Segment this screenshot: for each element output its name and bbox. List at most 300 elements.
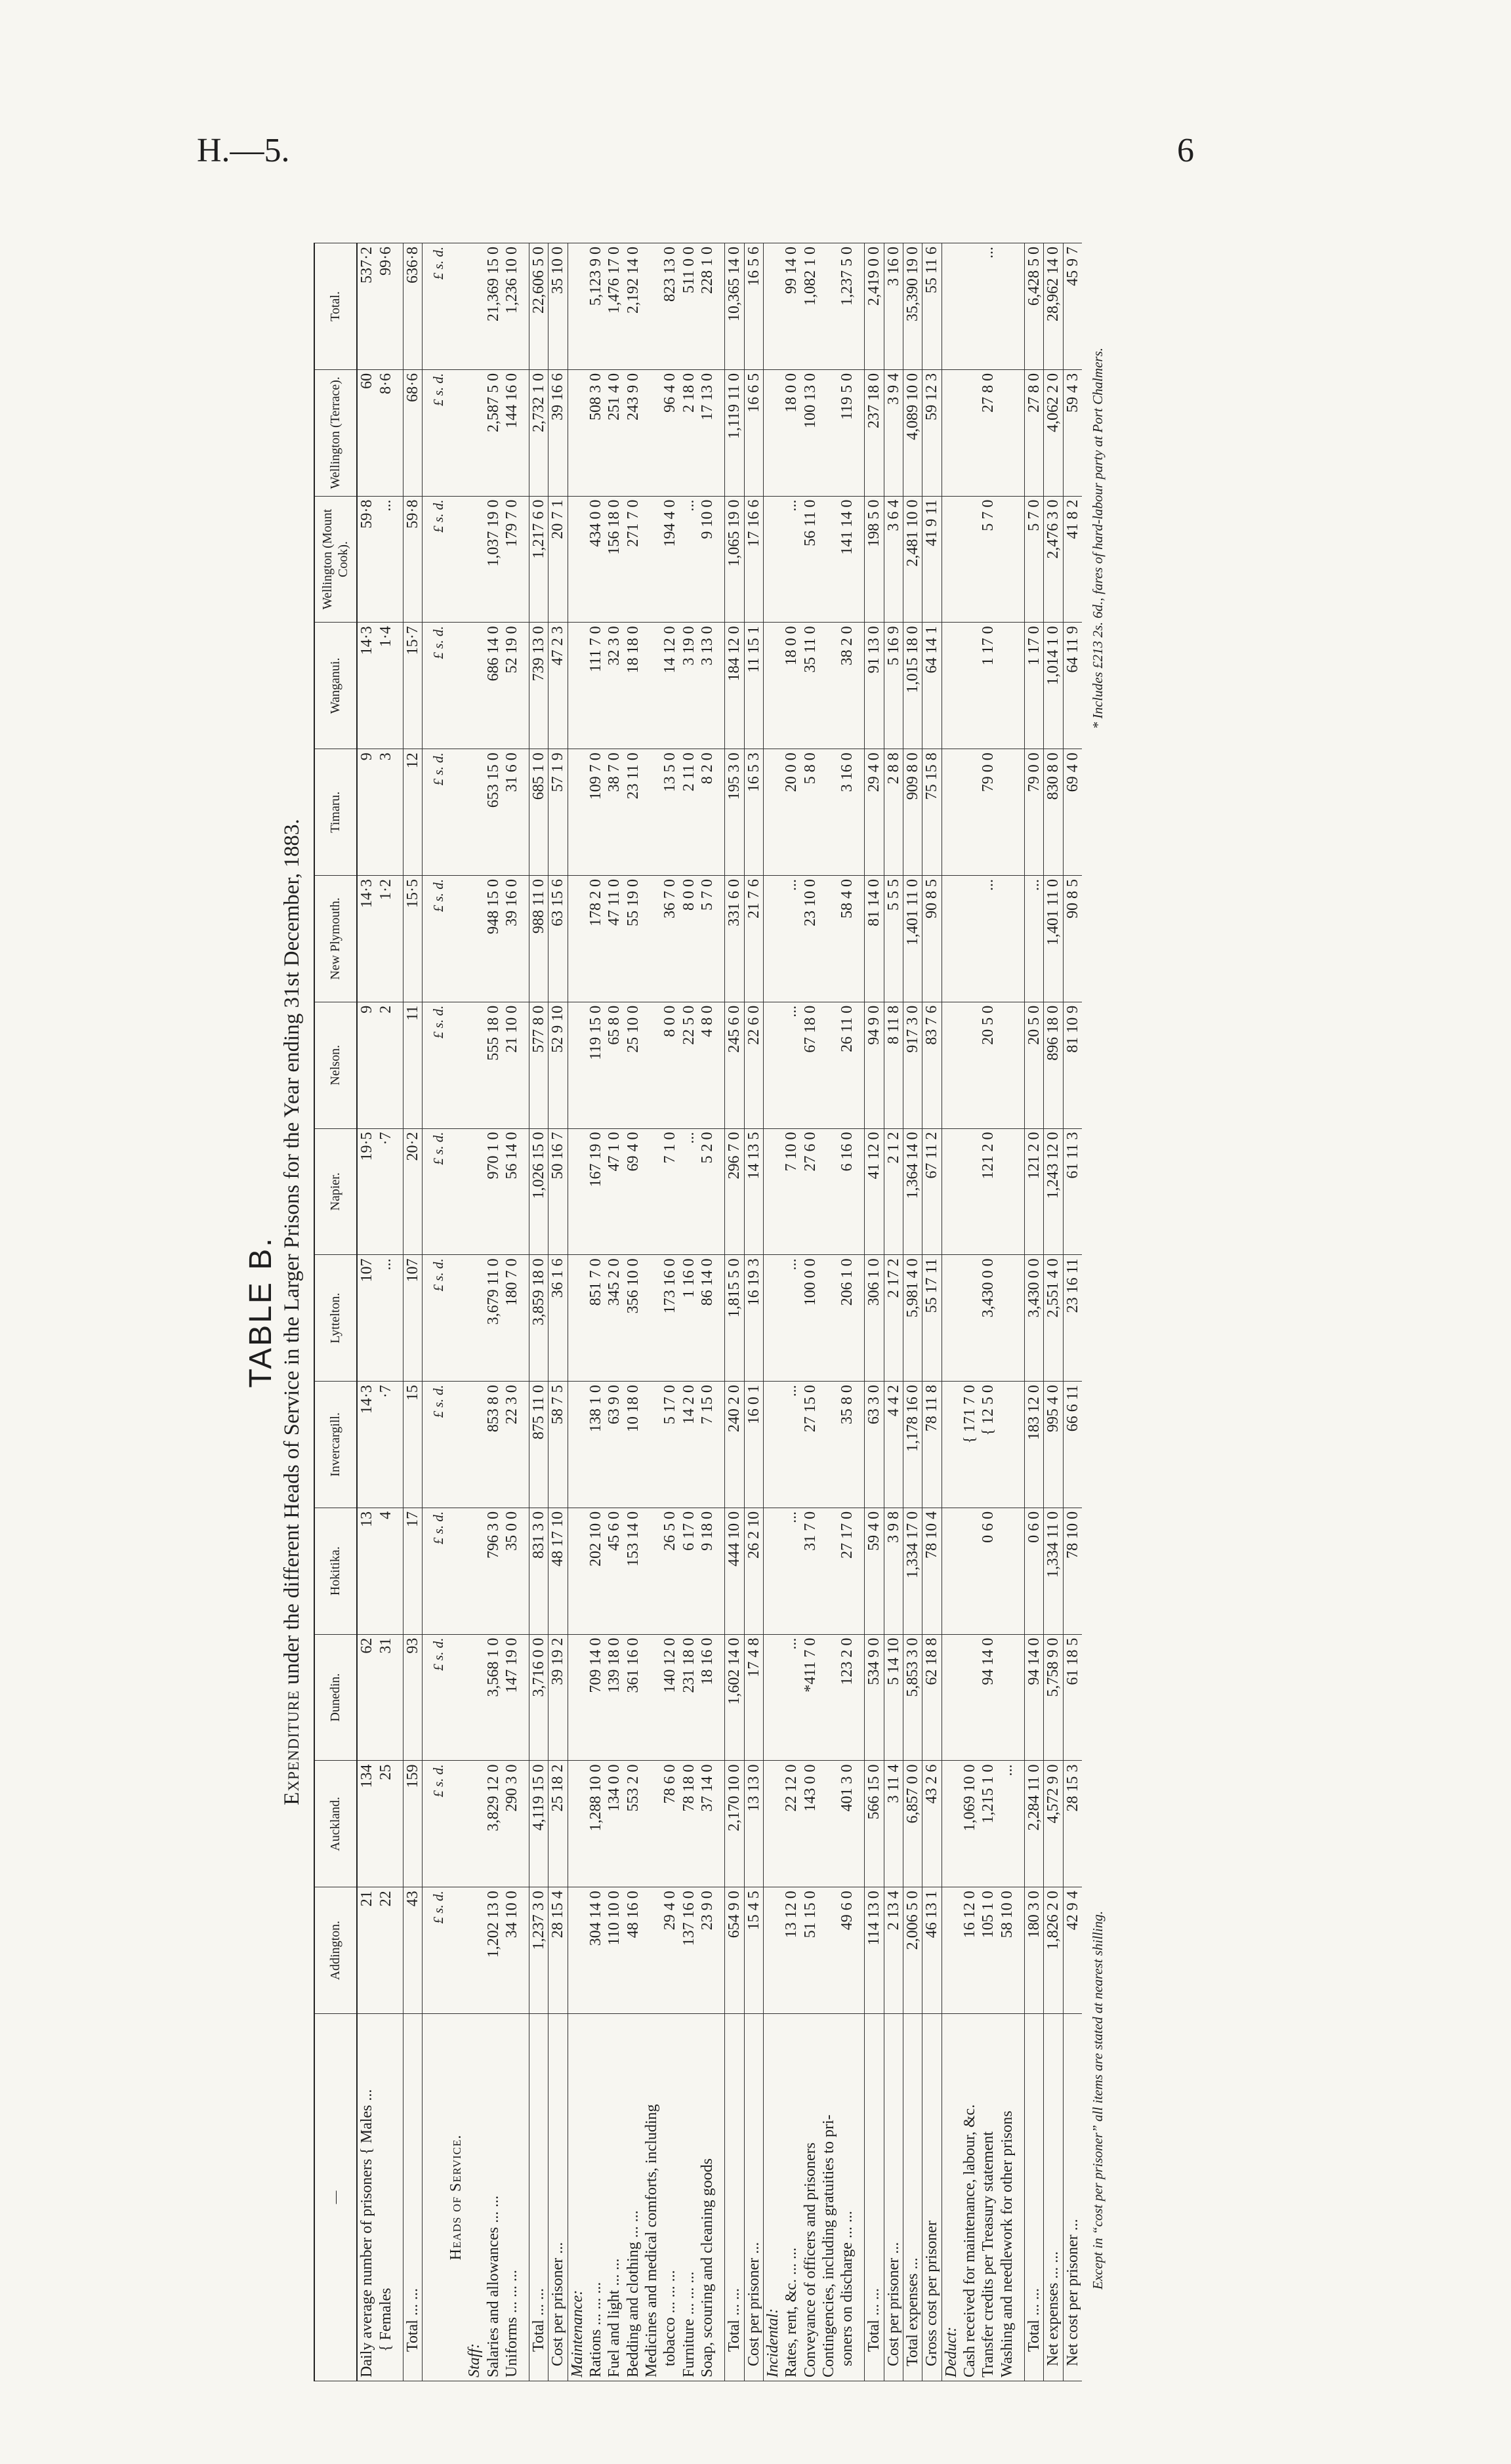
table-cell: 243 9 0 <box>624 369 642 496</box>
table-cell: 5 5 5 <box>884 875 903 1002</box>
table-cell: 4 <box>377 1508 395 1634</box>
table-cell: 55 19 0 <box>624 875 642 1002</box>
table-cell: 851 7 0 <box>587 1255 605 1382</box>
column-header: Addington. <box>314 1887 357 2014</box>
table-cell <box>819 1255 838 1382</box>
table-cell: 8·6 <box>377 369 395 496</box>
table-cell <box>819 875 838 1002</box>
table-cell: 331 6 0 <box>725 875 744 1002</box>
table-cell: 78 10 4 <box>922 1508 942 1634</box>
table-row <box>549 243 568 2381</box>
table-cell: 534 9 0 <box>865 1634 884 1761</box>
table-cell: 67 18 0 <box>801 1002 819 1128</box>
table-cell <box>642 1382 661 1508</box>
table-cell: ... <box>1024 875 1043 1002</box>
table-cell <box>998 875 1016 1002</box>
table-cell: 156 18 0 <box>605 496 623 623</box>
table-cell: 3 9 8 <box>884 1508 903 1634</box>
table-cell: 31 6 0 <box>503 749 521 876</box>
table-cell: 94 14 0 <box>979 1634 997 1761</box>
table-cell <box>998 623 1016 749</box>
table-cell: 46 13 1 <box>922 1887 942 2014</box>
table-cell: ... <box>680 1128 698 1255</box>
table-cell: 1,202 13 0 <box>484 1887 503 2014</box>
table-cell: 1,826 2 0 <box>1044 1887 1063 2014</box>
row-label: Total ... ... <box>725 2014 744 2381</box>
table-cell: 47 2 3 <box>549 623 568 749</box>
table-cell: 109 7 0 <box>587 749 605 876</box>
table-cell: 15 <box>403 1382 422 1508</box>
table-row <box>680 243 698 2381</box>
table-cell: 45 9 7 <box>1063 243 1082 370</box>
table-cell: ... <box>782 1382 800 1508</box>
table-cell: 58 7 5 <box>549 1382 568 1508</box>
footnote-left: Except in “cost per prisoner” all items are stated at nearest shilling. <box>1089 1910 1106 2289</box>
table-cell <box>998 1002 1016 1128</box>
table-cell: 194 4 0 <box>661 496 679 623</box>
table-cell: 4,119 15 0 <box>529 1761 549 1887</box>
table-cell: 41 9 11 <box>922 496 942 623</box>
table-cell: 139 18 0 <box>605 1634 623 1761</box>
table-cell: 444 10 0 <box>725 1508 744 1634</box>
table-cell: 198 5 0 <box>865 496 884 623</box>
currency-unit: £ s. d. <box>430 1128 447 1255</box>
table-cell: ... <box>782 875 800 1002</box>
row-label: Cost per prisoner ... <box>549 2014 568 2381</box>
table-cell: 654 9 0 <box>725 1887 744 2014</box>
table-cell: 110 10 0 <box>605 1887 623 2014</box>
table-cell: 23 16 11 <box>1063 1255 1082 1382</box>
table-cell: 1,334 11 0 <box>1044 1508 1063 1634</box>
table-cell <box>961 1508 979 1634</box>
table-cell: 4,062 2 0 <box>1044 369 1063 496</box>
table-cell: 52 19 0 <box>503 623 521 749</box>
table-cell: 2 11 0 <box>680 749 698 876</box>
table-cell: 37 14 0 <box>698 1761 716 1887</box>
table-cell: 304 14 0 <box>587 1887 605 2014</box>
table-cell: 63 9 0 <box>605 1382 623 1508</box>
table-row <box>744 243 763 2381</box>
table-cell: 119 5 0 <box>838 369 856 496</box>
table-cell: 61 11 3 <box>1063 1128 1082 1255</box>
row-label: Total ... ... <box>1024 2014 1043 2381</box>
table-cell: 11 <box>403 1002 422 1128</box>
table-cell: ... <box>998 1761 1016 1887</box>
table-cell: 2,476 3 0 <box>1044 496 1063 623</box>
row-label: Cost per prisoner ... <box>744 2014 763 2381</box>
currency-unit: £ s. d. <box>430 1634 447 1761</box>
table-cell: ... <box>979 243 997 370</box>
table-cell: 11 15 1 <box>744 623 763 749</box>
currency-unit: £ s. d. <box>430 496 447 623</box>
row-label: Net cost per prisoner ... <box>1063 2014 1082 2381</box>
section-label: Incidental: <box>763 2014 782 2381</box>
table-cell: 35,390 19 0 <box>903 243 922 370</box>
expenditure-table <box>314 243 1082 2381</box>
table-cell: 81 10 9 <box>1063 1002 1082 1128</box>
table-cell: 237 18 0 <box>865 369 884 496</box>
table-cell: 555 18 0 <box>484 1002 503 1128</box>
table-cell: 78 18 0 <box>680 1761 698 1887</box>
table-cell: 16 5 3 <box>744 749 763 876</box>
table-cell: 5 14 10 <box>884 1634 903 1761</box>
row-label: Soap, scouring and cleaning goods <box>698 2014 716 2381</box>
table-cell: 2,551 4 0 <box>1044 1255 1063 1382</box>
table-cell: 5 7 0 <box>979 496 997 623</box>
table-cell: 41 8 2 <box>1063 496 1082 623</box>
table-cell: 909 8 0 <box>903 749 922 876</box>
table-cell: 153 14 0 <box>624 1508 642 1634</box>
table-cell: 653 15 0 <box>484 749 503 876</box>
table-cell: 14·3 <box>357 623 376 749</box>
table-cell: 553 2 0 <box>624 1761 642 1887</box>
table-cell: 3 11 4 <box>884 1761 903 1887</box>
currency-unit: £ s. d. <box>430 1255 447 1382</box>
table-cell: 48 17 10 <box>549 1508 568 1634</box>
table-cell <box>998 1508 1016 1634</box>
table-cell <box>642 875 661 1002</box>
currency-unit-row <box>430 243 447 2381</box>
currency-unit: £ s. d. <box>430 875 447 1002</box>
currency-unit: £ s. d. <box>430 1887 447 2014</box>
table-row <box>605 243 623 2381</box>
table-cell: 18 18 0 <box>624 623 642 749</box>
table-cell <box>819 1508 838 1634</box>
currency-unit: £ s. d. <box>430 749 447 876</box>
table-cell: 69 4 0 <box>624 1128 642 1255</box>
table-cell: 90 8 5 <box>1063 875 1082 1002</box>
table-cell: 22 12 0 <box>782 1761 800 1887</box>
table-cell: 16 19 3 <box>744 1255 763 1382</box>
table-cell: 3,859 18 0 <box>529 1255 549 1382</box>
table-cell: 1,026 15 0 <box>529 1128 549 1255</box>
table-cell: 7 15 0 <box>698 1382 716 1508</box>
table-cell: 13 5 0 <box>661 749 679 876</box>
table-cell: 39 16 6 <box>549 369 568 496</box>
table-cell: 23 9 0 <box>698 1887 716 2014</box>
table-cell: 2,170 10 0 <box>725 1761 744 1887</box>
table-row <box>838 243 856 2381</box>
table-cell: 55 11 6 <box>922 243 942 370</box>
table-title: TABLE B. <box>243 1236 278 1388</box>
table-cell: 167 19 0 <box>587 1128 605 1255</box>
table-cell: 57 1 9 <box>549 749 568 876</box>
table-cell: 27 8 0 <box>1024 369 1043 496</box>
currency-unit: £ s. d. <box>430 243 447 370</box>
table-cell <box>998 496 1016 623</box>
table-cell: 67 11 2 <box>922 1128 942 1255</box>
table-cell: 8 0 0 <box>661 1002 679 1128</box>
table-cell: 22 6 0 <box>744 1002 763 1128</box>
table-cell: 3 16 0 <box>838 749 856 876</box>
table-cell: 8 0 0 <box>680 875 698 1002</box>
rotated-table-area <box>243 243 1293 2381</box>
table-cell <box>819 1761 838 1887</box>
table-cell <box>819 749 838 876</box>
section-row <box>568 243 587 2381</box>
table-cell: 121 2 0 <box>979 1128 997 1255</box>
table-cell: 47 1 0 <box>605 1128 623 1255</box>
table-cell <box>961 1128 979 1255</box>
row-label: Cash received for maintenance, labour, &c. <box>961 2014 979 2381</box>
table-row <box>725 243 744 2381</box>
table-cell: 508 3 0 <box>587 369 605 496</box>
column-header: Total. <box>314 243 357 370</box>
table-cell: ·7 <box>377 1128 395 1255</box>
currency-unit: £ s. d. <box>430 1002 447 1128</box>
footnote-right: * Includes £213 2s. 6d., fares of hard-labour party at Port Chalmers. <box>1089 348 1106 729</box>
table-cell <box>998 243 1016 370</box>
table-cell: 27 6 0 <box>801 1128 819 1255</box>
table-cell: 853 8 0 <box>484 1382 503 1508</box>
page-number: 6 <box>1177 132 1194 169</box>
column-header: Napier. <box>314 1128 357 1255</box>
table-cell: 1,015 18 0 <box>903 623 922 749</box>
column-header: New Plymouth. <box>314 875 357 1002</box>
table-cell: 90 8 5 <box>922 875 942 1002</box>
table-cell: 39 16 0 <box>503 875 521 1002</box>
table-cell: 3,716 0 0 <box>529 1634 549 1761</box>
table-cell: *411 7 0 <box>801 1634 819 1761</box>
column-header: Wellington (Terrace). <box>314 369 357 496</box>
table-cell: 27 17 0 <box>838 1508 856 1634</box>
table-cell: 228 1 0 <box>698 243 716 370</box>
table-cell: 1,082 1 0 <box>801 243 819 370</box>
table-cell: ... <box>782 496 800 623</box>
table-cell: 1,069 10 0 <box>961 1761 979 1887</box>
table-cell: 32 3 0 <box>605 623 623 749</box>
table-cell: 1,237 5 0 <box>838 243 856 370</box>
table-cell: 17 <box>403 1508 422 1634</box>
table-cell: 83 7 6 <box>922 1002 942 1128</box>
table-cell: 13 <box>357 1508 376 1634</box>
table-cell: 105 1 0 <box>979 1887 997 2014</box>
currency-unit: £ s. d. <box>430 1508 447 1634</box>
table-body <box>357 243 1082 2381</box>
table-cell: 8 2 0 <box>698 749 716 876</box>
table-cell: 140 12 0 <box>661 1634 679 1761</box>
row-label: { Females <box>377 2014 395 2381</box>
table-cell: 4,572 9 0 <box>1044 1761 1063 1887</box>
column-header: Invercargill. <box>314 1382 357 1508</box>
table-cell <box>998 1128 1016 1255</box>
table-cell: 173 16 0 <box>661 1255 679 1382</box>
table-cell: 123 2 0 <box>838 1634 856 1761</box>
section-label: Maintenance: <box>568 2014 587 2381</box>
table-row <box>357 243 376 2381</box>
column-header: Dunedin. <box>314 1634 357 1761</box>
table-cell: 6 16 0 <box>838 1128 856 1255</box>
table-cell: 245 6 0 <box>725 1002 744 1128</box>
table-cell: 361 16 0 <box>624 1634 642 1761</box>
table-cell: 59·8 <box>357 496 376 623</box>
table-cell: { 171 7 0 <box>961 1382 979 1508</box>
table-cell: 1,476 17 0 <box>605 243 623 370</box>
table-row <box>903 243 922 2381</box>
table-cell: 17 16 6 <box>744 496 763 623</box>
table-cell: 41 12 0 <box>865 1128 884 1255</box>
table-cell: 42 9 4 <box>1063 1887 1082 2014</box>
table-row <box>587 243 605 2381</box>
table-cell: 180 7 0 <box>503 1255 521 1382</box>
table-cell: 1·4 <box>377 623 395 749</box>
table-cell: 26 2 10 <box>744 1508 763 1634</box>
table-cell: 1,119 11 0 <box>725 369 744 496</box>
table-cell: 119 15 0 <box>587 1002 605 1128</box>
column-header: Auckland. <box>314 1761 357 1887</box>
table-cell: 7 10 0 <box>782 1128 800 1255</box>
page-header <box>197 131 1220 170</box>
row-label: Net expenses ... ... <box>1044 2014 1063 2381</box>
table-cell <box>642 749 661 876</box>
table-cell: 28 15 3 <box>1063 1761 1082 1887</box>
currency-unit: £ s. d. <box>430 1382 447 1508</box>
table-cell: 240 2 0 <box>725 1382 744 1508</box>
table-cell: 147 19 0 <box>503 1634 521 1761</box>
table-cell: 1,215 1 0 <box>979 1761 997 1887</box>
table-cell: 100 0 0 <box>801 1255 819 1382</box>
table-cell: 4,089 10 0 <box>903 369 922 496</box>
table-cell: 831 3 0 <box>529 1508 549 1634</box>
row-label: Total ... ... <box>865 2014 884 2381</box>
table-cell: 28 15 4 <box>549 1887 568 2014</box>
table-cell <box>961 243 979 370</box>
table-cell: 38 7 0 <box>605 749 623 876</box>
subtitle-rest: under the different Heads of Service in the Larger Prisons for the Year ending 31st December, 1883. <box>280 819 304 1691</box>
table-cell: ... <box>680 496 698 623</box>
table-cell: 5 7 0 <box>698 875 716 1002</box>
table-cell: 107 <box>403 1255 422 1382</box>
table-cell <box>961 1002 979 1128</box>
table-cell: 6 17 0 <box>680 1508 698 1634</box>
table-cell: 2 <box>377 1002 395 1128</box>
table-cell: 36 7 0 <box>661 875 679 1002</box>
table-cell: 23 10 0 <box>801 875 819 1002</box>
table-cell: 144 16 0 <box>503 369 521 496</box>
table-cell: 1,014 1 0 <box>1044 623 1063 749</box>
table-cell: 20 5 0 <box>979 1002 997 1128</box>
table-cell: 2,192 14 0 <box>624 243 642 370</box>
table-cell: 43 2 6 <box>922 1761 942 1887</box>
table-cell: ... <box>377 496 395 623</box>
table-cell: 5,758 9 0 <box>1044 1634 1063 1761</box>
table-cell: 27 15 0 <box>801 1382 819 1508</box>
row-label: Rations ... ... ... <box>587 2014 605 2381</box>
table-cell <box>961 749 979 876</box>
table-cell: 2,284 11 0 <box>1024 1761 1043 1887</box>
table-cell: 25 10 0 <box>624 1002 642 1128</box>
table-cell: 251 4 0 <box>605 369 623 496</box>
row-label: Cost per prisoner ... <box>884 2014 903 2381</box>
table-row <box>698 243 716 2381</box>
table-cell <box>998 1255 1016 1382</box>
table-cell: 62 <box>357 1634 376 1761</box>
table-cell: ·7 <box>377 1382 395 1508</box>
table-cell: 1,288 10 0 <box>587 1761 605 1887</box>
table-cell: 1 17 0 <box>979 623 997 749</box>
table-cell: 14 12 0 <box>661 623 679 749</box>
table-cell <box>642 1634 661 1761</box>
table-cell: 686 14 0 <box>484 623 503 749</box>
table-cell: ... <box>782 1634 800 1761</box>
table-cell: 51 15 0 <box>801 1887 819 2014</box>
table-cell: 2 18 0 <box>680 369 698 496</box>
table-cell <box>998 369 1016 496</box>
table-row <box>922 243 942 2381</box>
table-cell <box>642 369 661 496</box>
table-cell: 9 <box>357 749 376 876</box>
table-cell: 12 <box>403 749 422 876</box>
table-cell <box>961 369 979 496</box>
table-cell: 20 7 1 <box>549 496 568 623</box>
table-cell: 69 4 0 <box>1063 749 1082 876</box>
table-cell: 35 8 0 <box>838 1382 856 1508</box>
table-cell <box>819 1002 838 1128</box>
table-cell: 35 0 0 <box>503 1508 521 1634</box>
table-cell: 183 12 0 <box>1024 1382 1043 1508</box>
table-cell: 99·6 <box>377 243 395 370</box>
table-row <box>865 243 884 2381</box>
table-cell: 2 1 2 <box>884 1128 903 1255</box>
table-cell: 206 1 0 <box>838 1255 856 1382</box>
row-label: Uniforms ... ... ... <box>503 2014 521 2381</box>
table-cell: 93 <box>403 1634 422 1761</box>
table-cell: 94 14 0 <box>1024 1634 1043 1761</box>
column-header: Nelson. <box>314 1002 357 1128</box>
table-cell: 111 7 0 <box>587 623 605 749</box>
footnotes <box>1090 243 1106 2381</box>
table-cell: 141 14 0 <box>838 496 856 623</box>
table-cell: 21,369 15 0 <box>484 243 503 370</box>
table-cell: 14·3 <box>357 1382 376 1508</box>
spacer-row <box>521 243 529 2381</box>
table-cell: 3 6 4 <box>884 496 903 623</box>
table-cell: 9 <box>357 1002 376 1128</box>
table-cell: 143 0 0 <box>801 1761 819 1887</box>
table-cell: 231 18 0 <box>680 1634 698 1761</box>
row-label: Transfer credits per Treasury statement <box>979 2014 997 2381</box>
table-cell: 356 10 0 <box>624 1255 642 1382</box>
table-cell: 3 9 4 <box>884 369 903 496</box>
row-label: Bedding and clothing ... ... <box>624 2014 642 2381</box>
table-cell: 79 0 0 <box>1024 749 1043 876</box>
table-cell: ... <box>782 1508 800 1634</box>
table-cell <box>961 496 979 623</box>
spacer-row <box>1016 243 1025 2381</box>
table-row <box>961 243 979 2381</box>
table-cell: 58 10 0 <box>998 1887 1016 2014</box>
table-cell: 3,430 0 0 <box>979 1255 997 1382</box>
table-cell: 995 4 0 <box>1044 1382 1063 1508</box>
table-cell: 26 11 0 <box>838 1002 856 1128</box>
table-cell: 1,037 19 0 <box>484 496 503 623</box>
row-label: Total ... ... <box>403 2014 422 2381</box>
table-cell: 68·6 <box>403 369 422 496</box>
table-cell: 61 18 5 <box>1063 1634 1082 1761</box>
table-cell: 63 3 0 <box>865 1382 884 1508</box>
table-cell: 15 4 5 <box>744 1887 763 2014</box>
table-cell <box>961 623 979 749</box>
table-cell: 79 0 0 <box>979 749 997 876</box>
table-cell <box>961 875 979 1002</box>
row-label: tobacco ... ... ... <box>661 2014 679 2381</box>
section-row <box>465 243 484 2381</box>
currency-unit: £ s. d. <box>430 1761 447 1887</box>
table-cell: 577 8 0 <box>529 1002 549 1128</box>
table-cell: 22 <box>377 1887 395 2014</box>
table-cell: 16 6 5 <box>744 369 763 496</box>
table-cell: 56 14 0 <box>503 1128 521 1255</box>
